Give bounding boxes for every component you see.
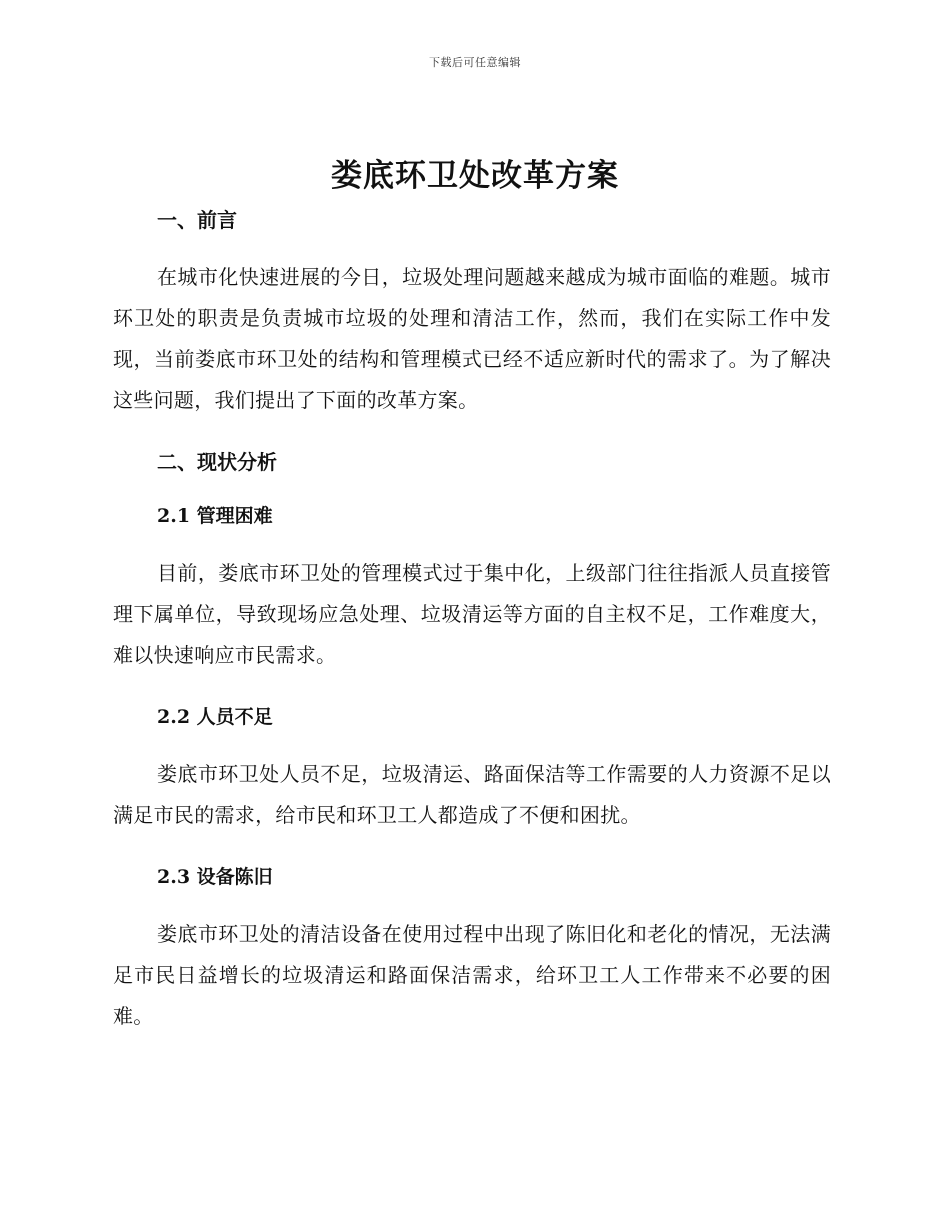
- paragraph-equipment: 娄底市环卫处的清洁设备在使用过程中出现了陈旧化和老化的情况，无法满足市民日益增长的垃圾清运和路面保洁需求，给环卫工人工作带来不必要的困难。: [113, 922, 831, 1028]
- document-title: 娄底环卫处改革方案: [331, 158, 619, 194]
- subsection-heading-staffing: 2.2 人员不足: [157, 706, 273, 728]
- paragraph-preface: 在城市化快速进展的今日，垃圾处理问题越来越成为城市面临的难题。城市环卫处的职责是负责城市垃圾的处理和清洁工作，然而，我们在实际工作中发现，当前娄底市环卫处的结构和管理模式已经不适应新时代的需求了。为了解决这些问题，我们提出了下面的改革方案。: [113, 265, 831, 412]
- paragraph-management: 目前，娄底市环卫处的管理模式过于集中化，上级部门往往指派人员直接管理下属单位，导致现场应急处理、垃圾清运等方面的自主权不足，工作难度大，难以快速响应市民需求。: [113, 561, 831, 667]
- document-body: [113, 205, 831, 1037]
- section-heading-status-analysis: 二、现状分析: [157, 450, 277, 474]
- subsection-heading-equipment: 2.3 设备陈旧: [157, 866, 273, 888]
- paragraph-staffing: 娄底市环卫处人员不足，垃圾清运、路面保洁等工作需要的人力资源不足以满足市民的需求，给市民和环卫工人都造成了不便和困扰。: [113, 762, 831, 827]
- header-note: 下载后可任意编辑: [429, 56, 521, 69]
- subsection-heading-management: 2.1 管理困难: [157, 505, 273, 527]
- section-heading-preface: 一、前言: [157, 208, 237, 232]
